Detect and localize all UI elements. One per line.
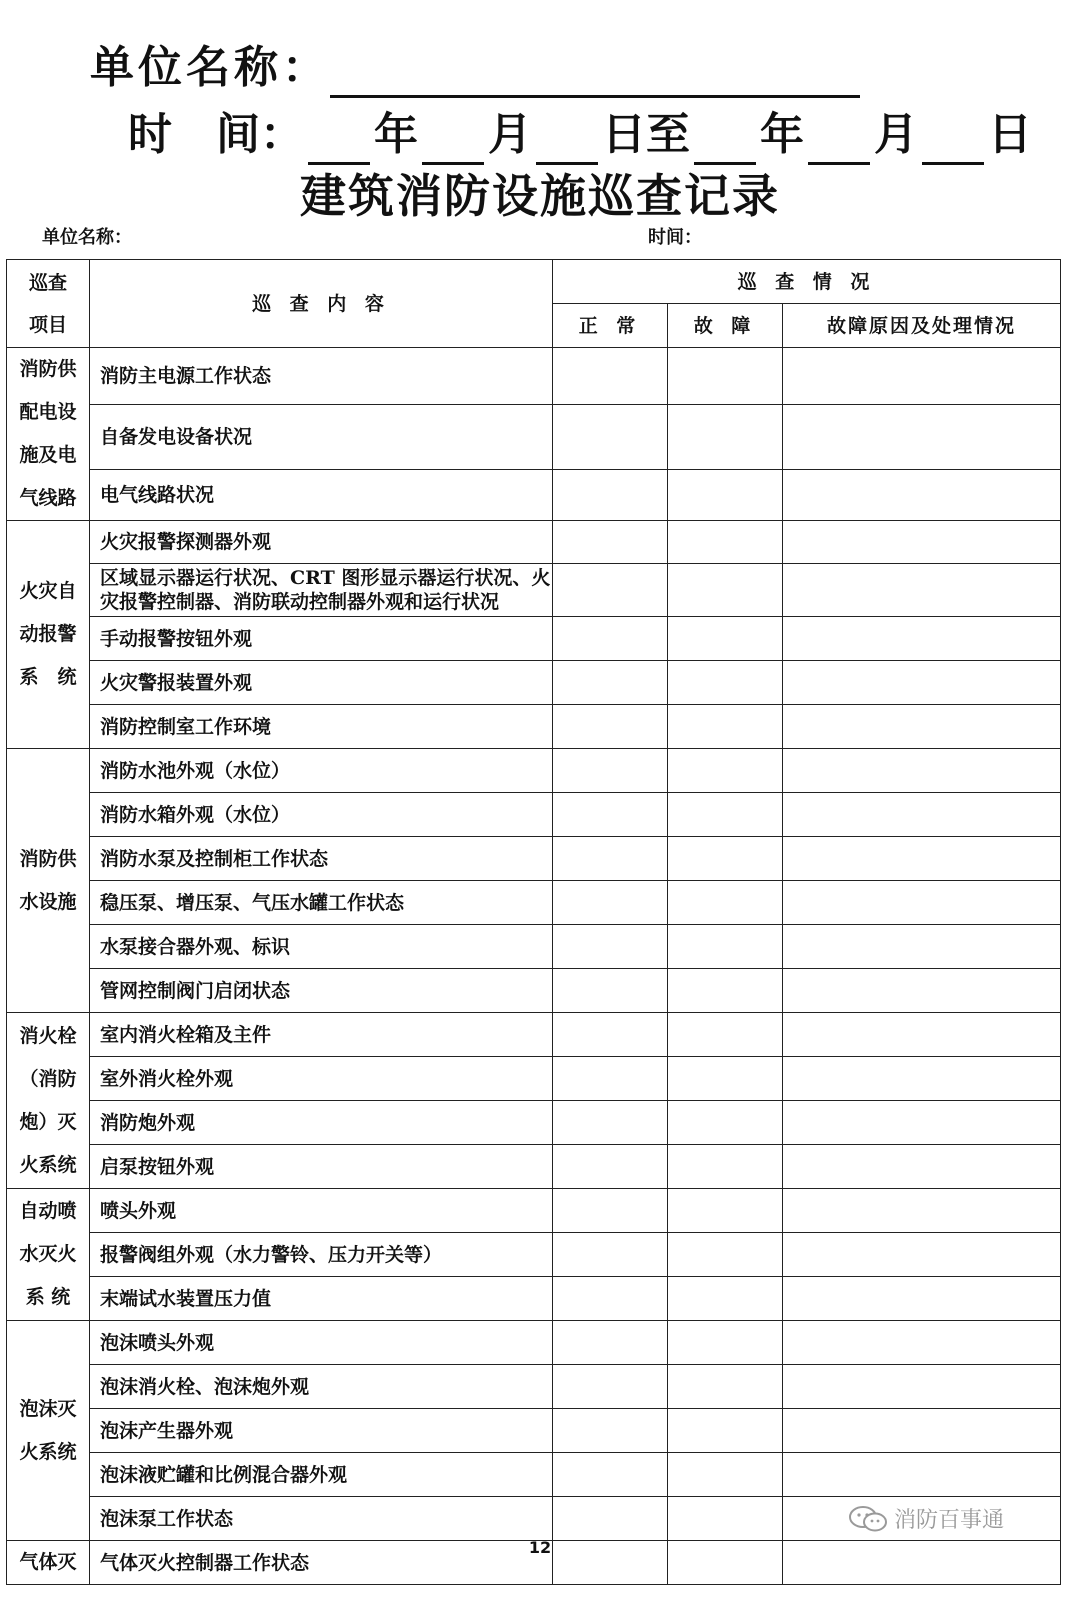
fault-cell[interactable]: [668, 1277, 783, 1321]
normal-cell[interactable]: [553, 1277, 668, 1321]
header-content: 巡 查 内 容: [90, 260, 553, 348]
fault-cell[interactable]: [668, 1101, 783, 1145]
category-cell: [7, 521, 90, 749]
table-row: [7, 348, 1061, 405]
category-line: 系 统: [25, 1286, 71, 1308]
normal-cell[interactable]: [553, 1101, 668, 1145]
sub-time-label: 时间：: [648, 227, 702, 248]
content-cell: 消防水箱外观（水位）: [90, 793, 553, 837]
fault-cell[interactable]: [668, 348, 783, 405]
content-cell: 区域显示器运行状况、CRT 图形显示器运行状况、火灾报警控制器、消防联动控制器外观和运行状况: [90, 564, 553, 617]
normal-cell[interactable]: [553, 749, 668, 793]
reason-cell[interactable]: [783, 1365, 1061, 1409]
unit-name-label: 单位名称：: [90, 42, 330, 93]
date-part-day-to: 日至: [602, 109, 690, 160]
content-cell: 水泵接合器外观、标识: [90, 925, 553, 969]
reason-cell[interactable]: [783, 925, 1061, 969]
year-start-blank[interactable]: [308, 118, 370, 165]
table-row: [7, 1453, 1061, 1497]
content-cell: 消防水泵及控制柜工作状态: [90, 837, 553, 881]
table-row: [7, 881, 1061, 925]
content-cell: 手动报警按钮外观: [90, 617, 553, 661]
content-cell: 泡沫喷头外观: [90, 1321, 553, 1365]
normal-cell[interactable]: [553, 521, 668, 564]
month-start-blank[interactable]: [422, 118, 484, 165]
fault-cell[interactable]: [668, 1453, 783, 1497]
normal-cell[interactable]: [553, 661, 668, 705]
category-line: 泡沫灭: [19, 1397, 77, 1420]
content-cell: 泡沫消火栓、泡沫炮外观: [90, 1365, 553, 1409]
content-cell: 报警阀组外观（水力警铃、压力开关等）: [90, 1233, 553, 1277]
unit-name-heading: [90, 38, 860, 98]
reason-cell[interactable]: [783, 1277, 1061, 1321]
normal-cell[interactable]: [553, 969, 668, 1013]
normal-cell[interactable]: [553, 617, 668, 661]
fault-cell[interactable]: [668, 661, 783, 705]
fault-cell[interactable]: [668, 1233, 783, 1277]
normal-cell[interactable]: [553, 1189, 668, 1233]
header-reason: 故障原因及处理情况: [783, 304, 1061, 348]
content-cell: 室内消火栓箱及主件: [90, 1013, 553, 1057]
time-heading: [128, 105, 1032, 165]
reason-cell[interactable]: [783, 969, 1061, 1013]
content-cell: 消防炮外观: [90, 1101, 553, 1145]
fault-cell[interactable]: [668, 1013, 783, 1057]
table-row: [7, 1277, 1061, 1321]
reason-cell[interactable]: [783, 881, 1061, 925]
date-part-month: 月: [874, 109, 918, 160]
content-cell: 自备发电设备状况: [90, 405, 553, 470]
reason-cell[interactable]: [783, 1057, 1061, 1101]
category-line: 水灭火: [19, 1243, 77, 1265]
table-row: [7, 470, 1061, 521]
table-row: [7, 793, 1061, 837]
category-line: 系 统: [19, 666, 77, 688]
category-cell: [7, 1013, 90, 1189]
reason-cell[interactable]: [783, 564, 1061, 617]
fault-cell[interactable]: [668, 1365, 783, 1409]
table-row: [7, 617, 1061, 661]
normal-cell[interactable]: [553, 793, 668, 837]
table-row: [7, 925, 1061, 969]
fault-cell[interactable]: [668, 749, 783, 793]
wechat-icon: [848, 1505, 888, 1533]
reason-cell[interactable]: [783, 837, 1061, 881]
category-line: 水设施: [19, 890, 77, 913]
fault-cell[interactable]: [668, 925, 783, 969]
header-fault: 故 障: [668, 304, 783, 348]
sub-unit-label: 单位名称：: [42, 227, 132, 248]
category-line: 炮）灭: [19, 1110, 77, 1133]
day-start-blank[interactable]: [536, 118, 598, 165]
normal-cell[interactable]: [553, 1409, 668, 1453]
header-item-line: 项目: [28, 313, 67, 336]
watermark: [848, 1503, 1004, 1534]
content-cell: 末端试水装置压力值: [90, 1277, 553, 1321]
reason-cell[interactable]: [783, 1013, 1061, 1057]
content-cell: 气体灭火控制器工作状态: [90, 1541, 553, 1585]
content-cell: 管网控制阀门启闭状态: [90, 969, 553, 1013]
normal-cell[interactable]: [553, 1453, 668, 1497]
category-line: 消防供: [19, 847, 77, 870]
table-row: [7, 1057, 1061, 1101]
normal-cell[interactable]: [553, 1013, 668, 1057]
reason-cell[interactable]: [783, 661, 1061, 705]
normal-cell[interactable]: [553, 1365, 668, 1409]
content-cell: 消防主电源工作状态: [90, 348, 553, 405]
table-row: [7, 1233, 1061, 1277]
header-item-line: 巡查: [28, 271, 67, 294]
table-row: [7, 521, 1061, 564]
reason-cell[interactable]: [783, 348, 1061, 405]
table-row: [7, 1189, 1061, 1233]
header-status-group: 巡 查 情 况: [553, 260, 1061, 304]
category-line: 配电设: [19, 401, 77, 423]
table-row: [7, 564, 1061, 617]
content-cell: 电气线路状况: [90, 470, 553, 521]
content-cell: 泡沫液贮罐和比例混合器外观: [90, 1453, 553, 1497]
category-cell: [7, 1321, 90, 1541]
fault-cell[interactable]: [668, 470, 783, 521]
fault-cell[interactable]: [668, 1189, 783, 1233]
page-number: 12: [528, 1538, 552, 1557]
date-part-year: 年: [760, 109, 804, 160]
reason-cell[interactable]: [783, 1101, 1061, 1145]
month-end-blank[interactable]: [808, 118, 870, 165]
reason-cell[interactable]: [783, 405, 1061, 470]
normal-cell[interactable]: [553, 405, 668, 470]
fault-cell[interactable]: [668, 405, 783, 470]
date-part-month: 月: [488, 109, 532, 160]
fault-cell[interactable]: [668, 1145, 783, 1189]
inspection-table: [6, 259, 1061, 1585]
fault-cell[interactable]: [668, 1321, 783, 1365]
normal-cell[interactable]: [553, 1233, 668, 1277]
category-cell: [7, 749, 90, 1013]
category-line: 气线路: [19, 487, 77, 509]
normal-cell[interactable]: [553, 348, 668, 405]
normal-cell[interactable]: [553, 705, 668, 749]
category-line: 自动喷: [19, 1200, 77, 1222]
category-line: （消防: [19, 1067, 77, 1090]
category-cell: [7, 1189, 90, 1321]
table-row: [7, 661, 1061, 705]
fault-cell[interactable]: [668, 1409, 783, 1453]
normal-cell[interactable]: [553, 881, 668, 925]
category-line: 火系统: [19, 1153, 77, 1176]
reason-cell[interactable]: [783, 749, 1061, 793]
content-cell: 泡沫泵工作状态: [90, 1497, 553, 1541]
content-cell: 喷头外观: [90, 1189, 553, 1233]
normal-cell[interactable]: [553, 1057, 668, 1101]
year-end-blank[interactable]: [694, 118, 756, 165]
content-cell: 稳压泵、增压泵、气压水罐工作状态: [90, 881, 553, 925]
content-cell: 火灾警报装置外观: [90, 661, 553, 705]
content-cell: 消防控制室工作环境: [90, 705, 553, 749]
unit-name-blank[interactable]: [330, 51, 860, 98]
reason-cell[interactable]: [783, 793, 1061, 837]
header-normal: 正 常: [553, 304, 668, 348]
reason-cell[interactable]: [783, 470, 1061, 521]
table-row: [7, 1409, 1061, 1453]
fault-cell[interactable]: [668, 705, 783, 749]
table-row: [7, 1013, 1061, 1057]
category-line: 消火栓: [19, 1024, 77, 1047]
table-row: [7, 969, 1061, 1013]
page-title: 建筑消防设施巡查记录: [300, 169, 780, 223]
table-row: [7, 837, 1061, 881]
reason-cell[interactable]: [783, 1233, 1061, 1277]
fault-cell[interactable]: [668, 564, 783, 617]
table-row: [7, 405, 1061, 470]
time-label: 时 间：: [128, 109, 304, 160]
content-cell: 泡沫产生器外观: [90, 1409, 553, 1453]
table-row: [7, 749, 1061, 793]
fault-cell[interactable]: [668, 793, 783, 837]
fault-cell[interactable]: [668, 1497, 783, 1541]
reason-cell[interactable]: [783, 1453, 1061, 1497]
reason-cell[interactable]: [783, 1409, 1061, 1453]
normal-cell[interactable]: [553, 1321, 668, 1365]
fault-cell[interactable]: [668, 881, 783, 925]
table-row: [7, 1365, 1061, 1409]
category-line: 气体灭: [19, 1551, 77, 1573]
date-part-year: 年: [374, 109, 418, 160]
reason-cell[interactable]: [783, 1145, 1061, 1189]
fault-cell[interactable]: [668, 617, 783, 661]
content-cell: 启泵按钮外观: [90, 1145, 553, 1189]
normal-cell[interactable]: [553, 470, 668, 521]
normal-cell[interactable]: [553, 1497, 668, 1541]
table-row: [7, 1321, 1061, 1365]
category-line: 火灾自: [19, 580, 77, 602]
reason-cell[interactable]: [783, 1321, 1061, 1365]
category-line: 动报警: [19, 623, 77, 645]
category-cell: [7, 348, 90, 521]
normal-cell[interactable]: [553, 925, 668, 969]
watermark-text: 消防百事通: [894, 1508, 1005, 1533]
category-line: 火系统: [19, 1440, 77, 1463]
day-end-blank[interactable]: [922, 118, 984, 165]
content-cell: 火灾报警探测器外观: [90, 521, 553, 564]
date-part-day: 日: [988, 109, 1032, 160]
normal-cell[interactable]: [553, 837, 668, 881]
reason-cell[interactable]: [783, 521, 1061, 564]
table-row: [7, 705, 1061, 749]
table-row: [7, 1101, 1061, 1145]
reason-cell[interactable]: [783, 617, 1061, 661]
category-line: 施及电: [19, 444, 77, 466]
content-cell: 室外消火栓外观: [90, 1057, 553, 1101]
content-cell: 消防水池外观（水位）: [90, 749, 553, 793]
normal-cell[interactable]: [553, 564, 668, 617]
fault-cell[interactable]: [668, 521, 783, 564]
normal-cell[interactable]: [553, 1145, 668, 1189]
fault-cell[interactable]: [668, 837, 783, 881]
reason-cell[interactable]: [783, 1189, 1061, 1233]
fault-cell[interactable]: [668, 1057, 783, 1101]
header-item: [7, 260, 90, 348]
category-line: 消防供: [19, 358, 77, 380]
table-row: [7, 1145, 1061, 1189]
fault-cell[interactable]: [668, 969, 783, 1013]
reason-cell[interactable]: [783, 705, 1061, 749]
